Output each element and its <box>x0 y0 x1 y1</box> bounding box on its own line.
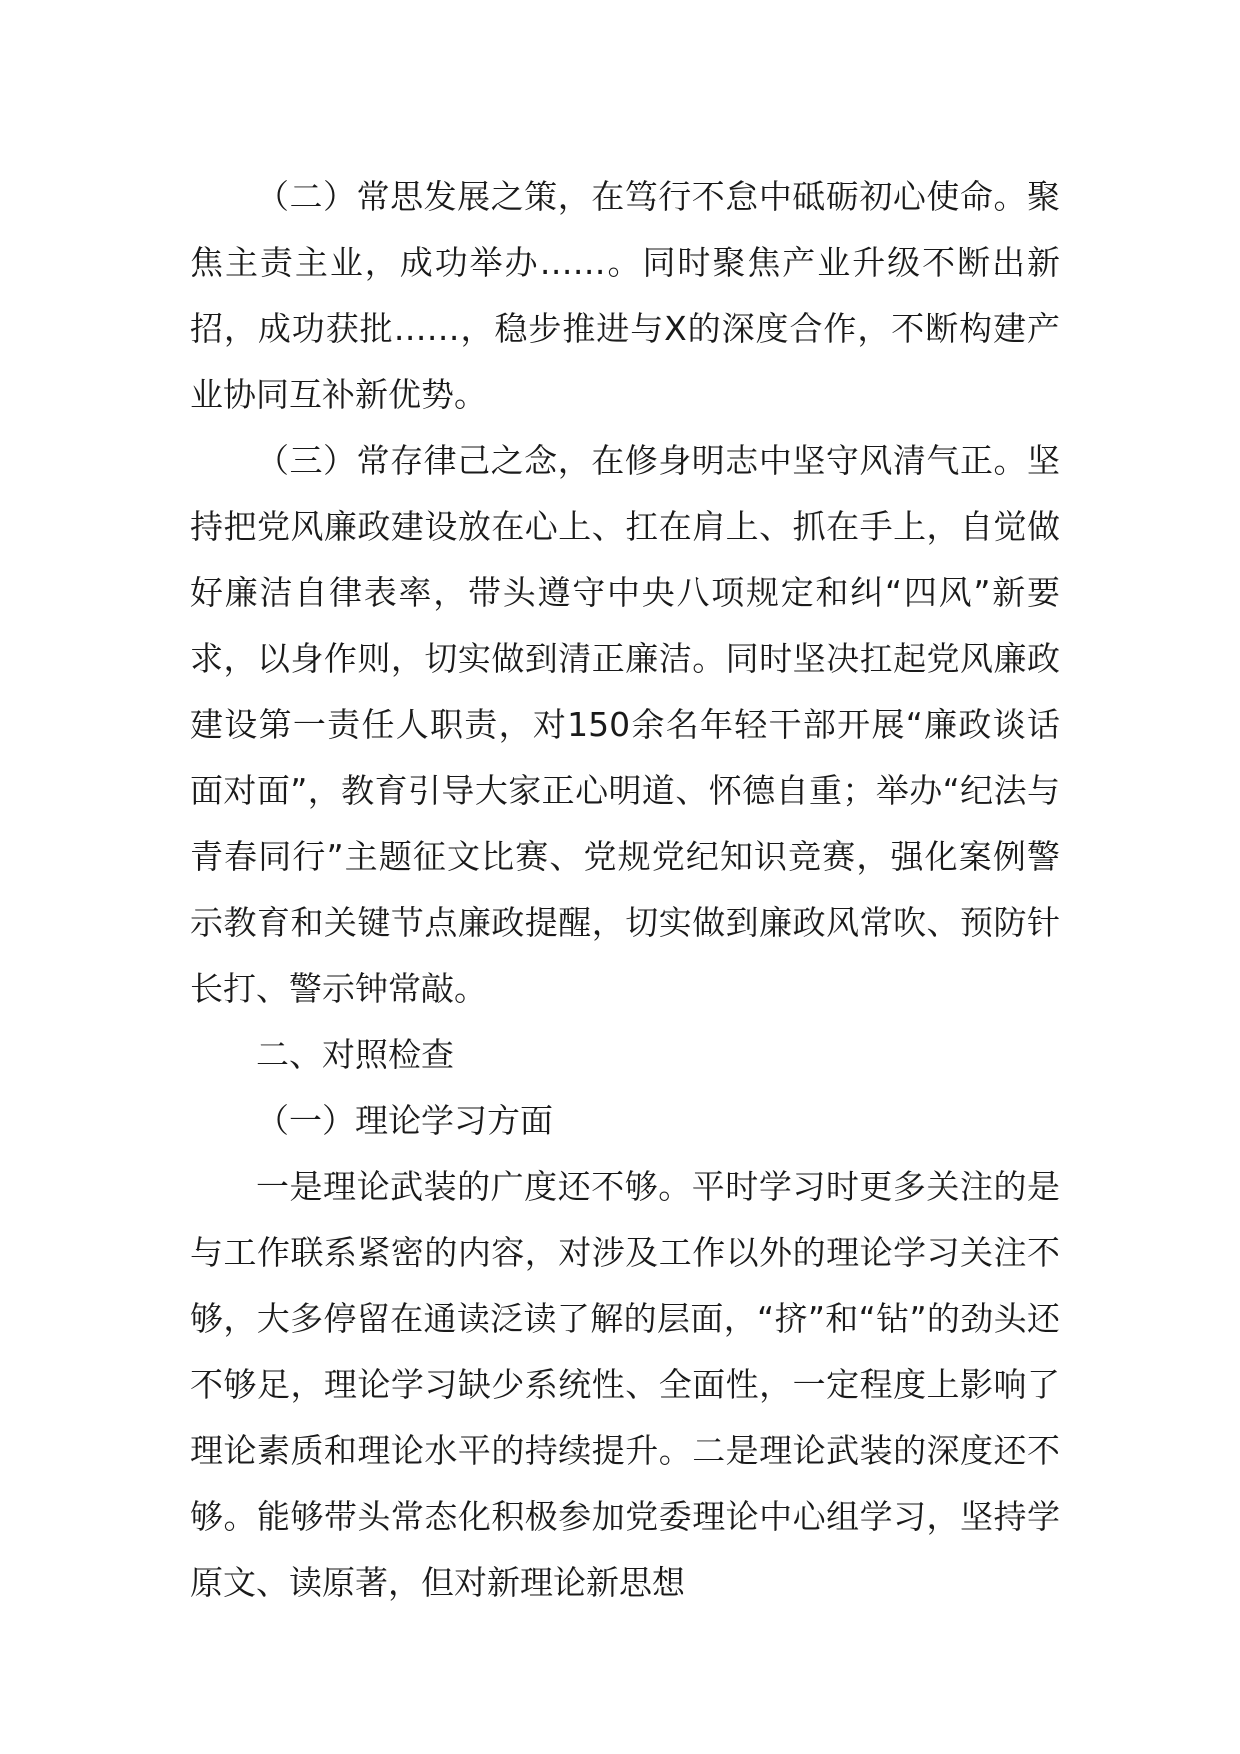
subsection-heading-theory-study: （一）理论学习方面 <box>256 1101 553 1140</box>
section-heading-comparison-check: 二、对照检查 <box>256 1035 454 1074</box>
document-body <box>190 164 1060 1616</box>
paragraph-self-discipline: （三）常存律己之念，在修身明志中坚守风清气正。坚持把党风廉政建设放在心上、扛在肩上、抓在手上，自觉做好廉洁自律表率，带头遵守中央八项规定和纠“四风”新要求，以身作则，切实做到清正廉洁。同时坚决扛起党风廉政建设第一责任人职责，对150余名年轻干部开展“廉政谈话面对面”，教育引导大家正心明道、怀德自重；举办“纪法与青春同行”主题征文比赛、党规党纪知识竞赛，强化案例警示教育和关键节点廉政提醒，切实做到廉政风常吹、预防针长打、警示钟常敲。 <box>190 441 1060 1008</box>
paragraph-theory-study-issues: 一是理论武装的广度还不够。平时学习时更多关注的是与工作联系紧密的内容，对涉及工作以外的理论学习关注不够，大多停留在通读泛读了解的层面，“挤”和“钻”的劲头还不够足，理论学习缺少系统性、全面性，一定程度上影响了理论素质和理论水平的持续提升。二是理论武装的深度还不够。能够带头常态化积极参加党委理论中心组学习，坚持学原文、读原著，但对新理论新思想 <box>190 1167 1060 1602</box>
paragraph-development-strategy: （二）常思发展之策，在笃行不怠中砥砺初心使命。聚焦主责主业，成功举办……。同时聚焦产业升级不断出新招，成功获批……，稳步推进与X的深度合作，不断构建产业协同互补新优势。 <box>190 177 1060 414</box>
